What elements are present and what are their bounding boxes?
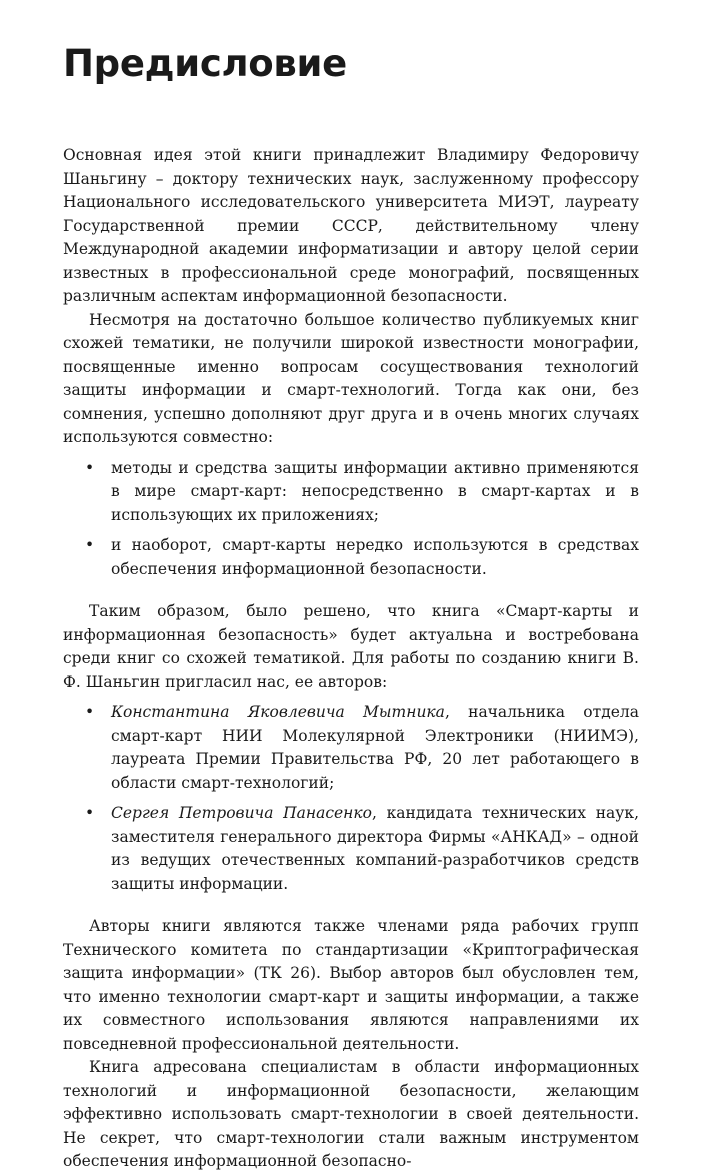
bullet-icon: •: [85, 703, 95, 721]
author-name: Константина Яковлевича Мытника: [111, 703, 445, 721]
list-item-text: методы и средства защиты информации активно применяются в мире смарт-карт: непосредственно в смарт-картах и в использующих их приложениях;: [111, 458, 639, 524]
bullet-icon: •: [85, 458, 95, 477]
bullet-list-2: [63, 701, 639, 896]
list-item-text: и наоборот, смарт-карты нередко используются в средствах обеспечения информационной безопасности.: [111, 536, 639, 578]
author-description: , начальника отдела смарт-карт НИИ Молекулярной Электроники (НИИМЭ), лауреата Премии Правительства РФ, 20 лет работающего в области смарт-технологий;: [111, 703, 639, 792]
bullet-icon: •: [85, 804, 95, 822]
list-item: [85, 701, 639, 795]
page-title: Предисловие: [63, 42, 347, 85]
paragraph-3: Таким образом, было решено, что книга «Смарт-карты и информационная безопасность» будет актуальна и востребована среди книг со схожей тематикой. Для работы по созданию книги В. Ф. Шаньгин пригласил нас, ее авторов:: [63, 602, 639, 691]
bullet-icon: •: [85, 536, 95, 554]
bullet-list-1: [63, 457, 639, 582]
paragraph-4: Авторы книги являются также членами ряда рабочих групп Технического комитета по стандартизации «Криптографическая защита информации» (ТК 26). Выбор авторов был обусловлен тем, что именно технологии смарт-карт и защиты информации, а также их совместного использования являются направлениями их повседневной профессиональной деятельности.: [63, 917, 639, 1053]
list-item: [85, 457, 639, 528]
list-item: [85, 534, 639, 581]
list-item: [85, 802, 640, 896]
paragraph-2: Несмотря на достаточно большое количество публикуемых книг схожей тематики, не получили широкой известности монографии, посвященные именно вопросам сосуществования технологий защиты информации и смарт-технологий. Тогда как они, без сомнения, успешно дополняют друг друга и в очень многих случаях используются совместно:: [63, 310, 639, 446]
paragraph-5: Книга адресована специалистам в области информационных технологий и информационной безопасности, желающим эффективно использовать смарт-технологии в своей деятельности. Не секрет, что смарт-технологии стали важным инструментом обеспечения информационной безопасно-: [63, 1058, 639, 1170]
author-name: Сергея Петровича Панасенко: [111, 804, 372, 822]
paragraph-1: Основная идея этой книги принадлежит Владимиру Федоровичу Шаньгину – доктору технических наук, заслуженному профессору Национального исследовательского университета МИЭТ, лауреату Государственной премии СССР, действительному члену Международной академии информатизации и автору целой серии известных в профессиональной среде монографий, посвященных различным аспектам информационной безопасности.: [63, 146, 639, 305]
body-text: [63, 144, 639, 1174]
author-description: , кандидата технических наук, заместителя генерального директора Фирмы «АНКАД» – одной из ведущих отечественных компаний-разработчиков средств защиты информации.: [111, 804, 640, 893]
